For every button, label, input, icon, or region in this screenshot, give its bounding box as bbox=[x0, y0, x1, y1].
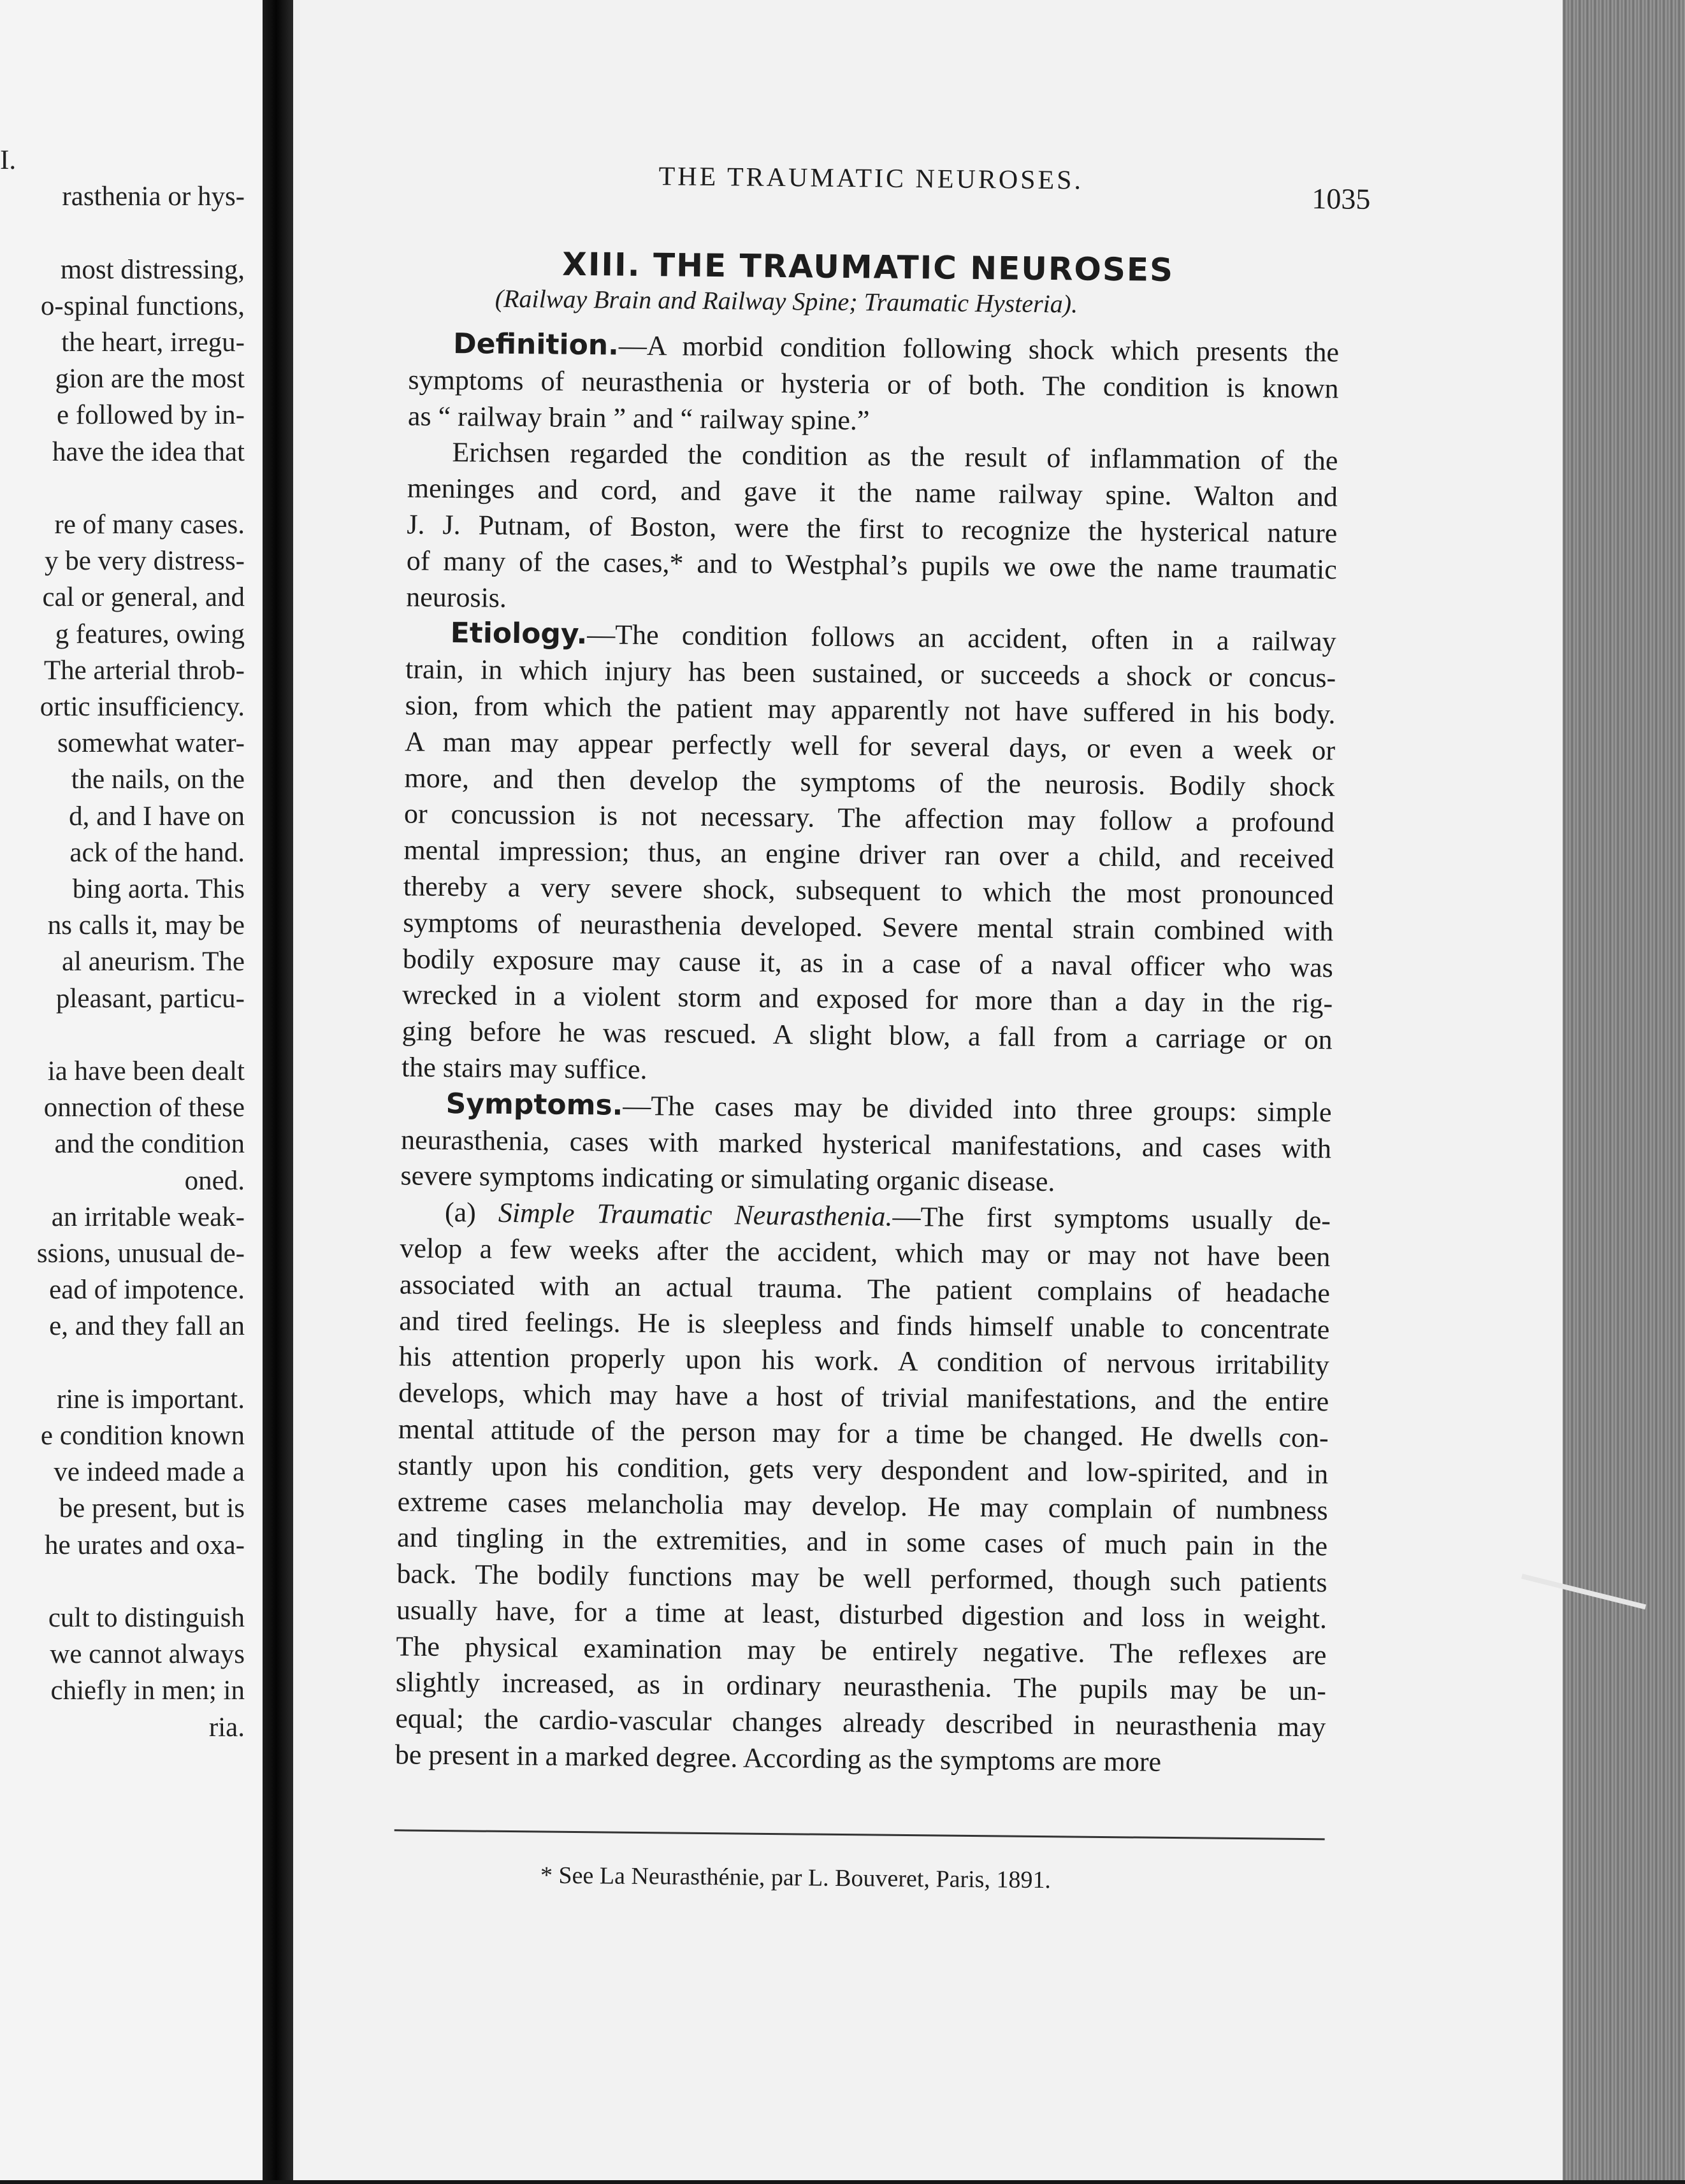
line-text: usually have, for a time at least, disturbed digestion and loss in weight. bbox=[396, 1594, 1327, 1635]
line-text: wrecked in a violent storm and exposed for more than a day in the rig- bbox=[402, 979, 1333, 1019]
line-text: or concussion is not necessary. The affection may follow a profound bbox=[403, 798, 1335, 838]
line-text: sion, from which the patient may apparently not have suffered in his body. bbox=[405, 689, 1336, 730]
left-page-line: be present, but is bbox=[59, 1493, 245, 1524]
subsection-label: (a) bbox=[444, 1196, 477, 1228]
paragraph bbox=[406, 435, 1338, 624]
section-heading: Symptoms. bbox=[445, 1087, 623, 1122]
left-page-line: somewhat water- bbox=[57, 728, 245, 759]
left-page-line: he urates and oxa- bbox=[45, 1530, 245, 1560]
line-text: mental attitude of the person may for a time be changed. He dwells con- bbox=[398, 1413, 1329, 1454]
left-page-line: rine is important. bbox=[57, 1384, 245, 1414]
left-page-line: e, and they fall an bbox=[49, 1311, 245, 1342]
left-page-line: ead of impotence. bbox=[49, 1275, 245, 1305]
left-page-line: ia have been dealt bbox=[47, 1056, 245, 1086]
line-text: ging before he was rescued. A slight blow, a fall from a carriage or on bbox=[401, 1015, 1333, 1056]
left-page-line: and the condition bbox=[54, 1129, 245, 1160]
left-page-line: oned. bbox=[184, 1165, 245, 1196]
left-page-line: ns calls it, may be bbox=[47, 910, 245, 941]
left-page-line: chiefly in men; in bbox=[50, 1676, 245, 1706]
line-text: Erichsen regarded the condition as the result of inflammation of the bbox=[452, 436, 1338, 477]
left-page-line: pleasant, particu- bbox=[55, 983, 245, 1014]
line-text: equal; the cardio-vascular changes already described in neurasthenia may bbox=[395, 1702, 1326, 1743]
left-page-line: cal or general, and bbox=[42, 582, 245, 613]
left-page-line: the heart, irregu- bbox=[61, 327, 245, 357]
line-text: more, and then develop the symptoms of the neurosis. Bodily shock bbox=[404, 761, 1335, 802]
line-text: symptoms of neurasthenia or hysteria or of both. The condition is known bbox=[408, 364, 1339, 405]
left-page-line: onnection of these bbox=[43, 1093, 245, 1123]
left-page-line: bing aorta. This bbox=[72, 874, 245, 904]
left-page-line: most distressing, bbox=[60, 254, 245, 285]
section-heading: Etiology. bbox=[450, 617, 588, 651]
paragraph bbox=[408, 326, 1340, 443]
left-page-line: have the idea that bbox=[52, 436, 245, 467]
line-text: the stairs may suffice. bbox=[401, 1051, 647, 1085]
book-gutter bbox=[263, 0, 293, 2180]
left-page-line: ve indeed made a bbox=[54, 1457, 245, 1488]
line-text: velop a few weeks after the accident, which may or may not have been bbox=[400, 1232, 1331, 1273]
left-page-line: rasthenia or hys- bbox=[62, 182, 245, 212]
line-text: thereby a very severe shock, subsequent to which the most pronounced bbox=[403, 870, 1334, 911]
left-page-line: we cannot always bbox=[50, 1639, 245, 1670]
line-text: and tired feelings. He is sleepless and finds himself unable to concentrate bbox=[399, 1304, 1330, 1345]
line-text: J. J. Putnam, of Boston, were the first to recognize the hysterical nature bbox=[407, 508, 1338, 549]
line-text: train, in which injury has been sustained, or succeeds a shock or concus- bbox=[405, 653, 1336, 694]
line-text: and tingling in the extremities, and in some cases of much pain in the bbox=[396, 1521, 1328, 1562]
left-page-line: y be very distress- bbox=[44, 546, 245, 577]
line-text: —The condition follows an accident, often in a railway bbox=[587, 619, 1336, 657]
line-text: his attention properly upon his work. A condition of nervous irritability bbox=[398, 1340, 1330, 1381]
line-text: —The cases may be divided into three groups: simple bbox=[623, 1089, 1332, 1128]
line-text: neurosis. bbox=[406, 580, 507, 614]
section-heading: Definition. bbox=[452, 327, 619, 362]
line-text: back. The bodily functions may be well performed, though such patients bbox=[396, 1558, 1327, 1598]
left-page-line: e followed by in- bbox=[57, 400, 245, 431]
footnote: * See La Neurasthénie, par L. Bouveret, Paris, 1891. bbox=[540, 1862, 1052, 1894]
paragraph bbox=[401, 615, 1336, 1095]
left-page-line: d, and I have on bbox=[69, 801, 245, 831]
left-page-line: g features, owing bbox=[55, 619, 245, 649]
left-page-line: ssions, unusual de- bbox=[36, 1239, 245, 1268]
line-text: associated with an actual trauma. The patient complains of headache bbox=[399, 1268, 1331, 1309]
line-text: as “ railway brain ” and “ railway spine.” bbox=[407, 400, 870, 436]
left-page-line: ortic insufficiency. bbox=[40, 692, 245, 722]
paragraph bbox=[400, 1086, 1332, 1203]
line-text: A man may appear perfectly well for several days, or even a week or bbox=[404, 726, 1336, 766]
left-page-line: gion are the most bbox=[55, 364, 245, 394]
left-page-line: The arterial throb- bbox=[43, 655, 245, 686]
line-text: mental impression; thus, an engine driver ran over a child, and received bbox=[403, 834, 1334, 875]
line-text: stantly upon his condition, gets very despondent and low-spirited, and in bbox=[397, 1449, 1329, 1490]
line-text: bodily exposure may cause it, as in a case of a naval officer who was bbox=[402, 942, 1334, 983]
left-page-line: al aneurism. The bbox=[62, 947, 245, 977]
paragraph bbox=[395, 1194, 1331, 1782]
left-page-line: ack of the hand. bbox=[69, 837, 245, 868]
running-head: THE TRAUMATIC NEUROSES. bbox=[658, 162, 1084, 196]
line-text: of many of the cases,* and to Westphal’s pupils we owe the name traumatic bbox=[406, 545, 1338, 586]
line-text: —The first symptoms usually de- bbox=[892, 1200, 1331, 1237]
line-text: develops, which may have a host of trivial manifestations, and the entire bbox=[398, 1377, 1329, 1418]
left-page-line: e condition known bbox=[40, 1421, 245, 1451]
body-text bbox=[395, 326, 1340, 1782]
left-page-line: o-spinal functions, bbox=[40, 291, 245, 321]
subsection-title: Simple Traumatic Neurasthenia. bbox=[498, 1196, 893, 1232]
left-page-line: an irritable weak- bbox=[51, 1202, 245, 1232]
page-number: 1035 bbox=[1312, 182, 1371, 215]
left-page-line: I. bbox=[0, 145, 17, 175]
left-page-line: the nails, on the bbox=[71, 765, 245, 795]
line-text: —A morbid condition following shock which presents the bbox=[618, 329, 1340, 368]
line-text: extreme cases melancholia may develop. He may complain of numbness bbox=[397, 1485, 1328, 1526]
left-page bbox=[0, 0, 263, 2180]
line-text: The physical examination may be entirely negative. The reflexes are bbox=[396, 1630, 1327, 1671]
line-text: be present in a marked degree. According as the symptoms are more bbox=[394, 1739, 1162, 1778]
chapter-title: XIII. THE TRAUMATIC NEUROSES bbox=[562, 245, 1175, 289]
footnote-rule bbox=[394, 1829, 1325, 1840]
line-text: slightly increased, as in ordinary neurasthenia. The pupils may be un- bbox=[395, 1666, 1327, 1707]
left-page-line: cult to distinguish bbox=[48, 1603, 245, 1633]
chapter-subtitle: (Railway Brain and Railway Spine; Traumatic Hysteria). bbox=[495, 284, 1078, 319]
left-page-line: ria. bbox=[208, 1712, 245, 1742]
line-text: severe symptoms indicating or simulating organic disease. bbox=[400, 1160, 1055, 1198]
line-text: neurasthenia, cases with marked hysterical manifestations, and cases with bbox=[400, 1123, 1332, 1164]
right-page-content bbox=[328, 0, 1371, 2184]
page-edges bbox=[1563, 0, 1685, 2180]
left-page-line: re of many cases. bbox=[54, 510, 245, 540]
line-text: symptoms of neurasthenia developed. Severe mental strain combined with bbox=[403, 907, 1334, 947]
line-text: meninges and cord, and gave it the name railway spine. Walton and bbox=[407, 472, 1338, 513]
